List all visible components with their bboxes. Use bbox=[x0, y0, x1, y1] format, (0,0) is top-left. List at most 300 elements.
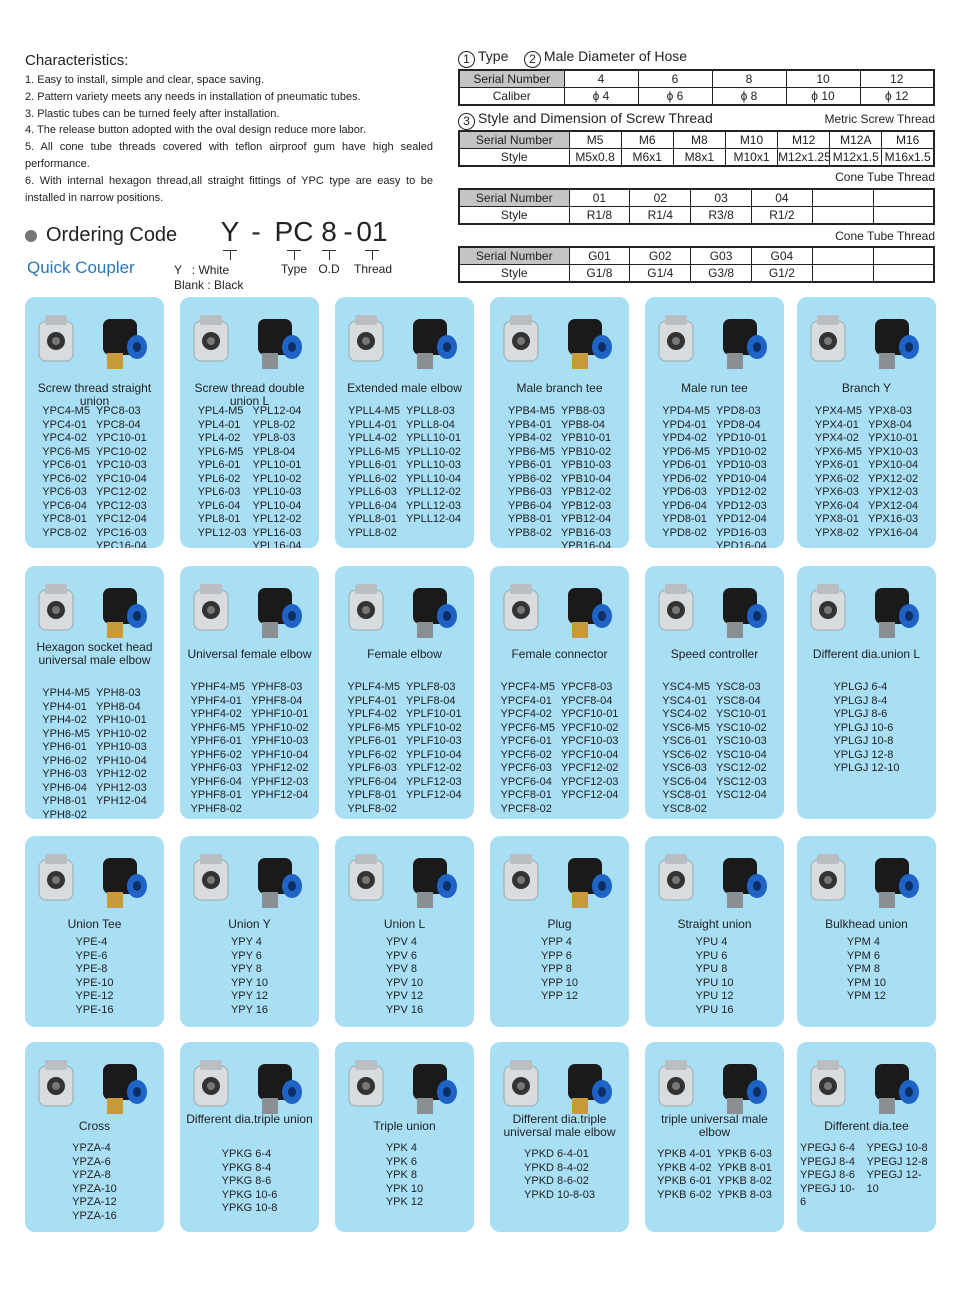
model-code: YPM 8 bbox=[846, 963, 880, 975]
product-card bbox=[797, 297, 936, 548]
fitting-illustration-icon bbox=[803, 576, 930, 644]
model-code: YPZA-16 bbox=[72, 1209, 117, 1222]
product-card bbox=[180, 836, 319, 1027]
model-code: YSC8-01 bbox=[662, 789, 707, 801]
screw-thread-label: Style and Dimension of Screw Thread bbox=[478, 110, 713, 126]
model-code: YPL16-04 bbox=[252, 540, 302, 548]
model-code: YPCF8-04 bbox=[560, 694, 613, 707]
model-code: YPLF8-02 bbox=[347, 802, 397, 815]
model-code: YPL4-01 bbox=[197, 418, 241, 431]
table-cell: ϕ 12 bbox=[860, 88, 934, 106]
model-code: YPL8-02 bbox=[252, 418, 296, 431]
table-cell: G03 bbox=[691, 247, 752, 265]
table-cell: R1/8 bbox=[569, 207, 630, 225]
model-code: YPLL6-01 bbox=[347, 459, 397, 471]
product-title: triple universal male elbow bbox=[661, 1112, 768, 1139]
model-code: YPE-4 bbox=[75, 936, 108, 948]
table-cell: M8 bbox=[673, 131, 725, 149]
product-card bbox=[490, 1042, 629, 1232]
product-card bbox=[180, 297, 319, 548]
model-code: YPLF8-04 bbox=[405, 694, 456, 707]
model-code: YPKB 8-03 bbox=[717, 1188, 772, 1201]
model-code: YPCF12-04 bbox=[560, 789, 619, 801]
model-code: YPCF10-04 bbox=[560, 748, 619, 761]
fitting-illustration-icon bbox=[496, 576, 623, 644]
product-title: Extended male elbow bbox=[347, 381, 462, 395]
model-code: YPLL12-02 bbox=[405, 486, 462, 498]
model-code: YPC10-04 bbox=[95, 472, 147, 485]
model-code: YPB6-M5 bbox=[507, 445, 555, 458]
model-code: YPLF4-M5 bbox=[347, 681, 400, 693]
model-code: YPL16-03 bbox=[252, 526, 302, 539]
fitting-illustration-icon bbox=[496, 1052, 623, 1120]
model-code: YPK 10 bbox=[385, 1182, 424, 1195]
code-label-od: O.D bbox=[318, 262, 340, 276]
model-code: YPB4-02 bbox=[507, 432, 552, 444]
table-cell: G3/8 bbox=[691, 265, 752, 283]
ordering-code-heading bbox=[25, 224, 177, 247]
model-code: YPLF10-04 bbox=[405, 748, 462, 761]
characteristic-item: 2. Pattern variety meets any needs in installation of pneumatic tubes. bbox=[25, 90, 361, 103]
model-code: YPX12-04 bbox=[867, 499, 919, 512]
model-code: YPD8-01 bbox=[662, 513, 707, 525]
model-code: YPCF10-02 bbox=[560, 721, 619, 734]
table-row bbox=[459, 247, 934, 265]
table-cell: M12x1.5 bbox=[830, 149, 882, 167]
model-code: YPX8-04 bbox=[867, 418, 912, 431]
model-code: YPD6-02 bbox=[662, 472, 707, 485]
model-code: YPHF10-04 bbox=[250, 748, 309, 761]
product-title: Union Tee bbox=[67, 917, 122, 931]
model-code: YPX4-02 bbox=[814, 432, 859, 444]
model-code: YPH4-01 bbox=[42, 700, 87, 713]
model-code: YSC12-03 bbox=[715, 775, 767, 788]
model-column bbox=[800, 1142, 860, 1210]
table-cell: Serial Number bbox=[459, 131, 569, 149]
model-code: YPX8-01 bbox=[814, 513, 859, 525]
model-column bbox=[561, 405, 611, 548]
model-code: YPD16-04 bbox=[715, 540, 767, 548]
model-code: YPD12-02 bbox=[715, 486, 767, 498]
model-code: YPY 4 bbox=[230, 936, 262, 948]
model-code: YPC8-03 bbox=[95, 405, 141, 417]
model-code: YPB10-03 bbox=[560, 459, 612, 471]
fitting-illustration-icon bbox=[341, 1052, 468, 1120]
table-cell: 8 bbox=[712, 70, 786, 88]
model-code: YPLF6-01 bbox=[347, 735, 397, 747]
model-code: YPE-16 bbox=[75, 1003, 114, 1016]
table-cell: M12x1.25 bbox=[778, 150, 831, 164]
model-list bbox=[25, 687, 164, 819]
model-column bbox=[815, 405, 862, 540]
model-code: YPHF6-02 bbox=[190, 748, 242, 761]
model-code: YPHF6-03 bbox=[190, 762, 242, 774]
model-code: YPLF12-02 bbox=[405, 762, 462, 774]
model-column bbox=[662, 405, 710, 548]
model-code: YPHF8-04 bbox=[250, 694, 303, 707]
table-cell: G04 bbox=[751, 247, 812, 265]
product-card bbox=[490, 836, 629, 1027]
model-code: YPX6-01 bbox=[814, 459, 859, 471]
model-list bbox=[335, 936, 474, 1017]
product-card bbox=[25, 836, 164, 1027]
model-code: YPL4-02 bbox=[197, 432, 241, 444]
product-title: Speed controller bbox=[670, 647, 759, 661]
model-code: YPD6-M5 bbox=[662, 445, 710, 458]
code-part-type: PC bbox=[274, 216, 314, 248]
model-list bbox=[645, 1148, 784, 1202]
model-code: YPLF12-03 bbox=[405, 775, 462, 788]
product-card bbox=[25, 566, 164, 819]
model-code: YPHF6-01 bbox=[190, 735, 242, 747]
model-code: YPD4-M5 bbox=[662, 405, 710, 417]
model-code: YPB8-03 bbox=[560, 405, 605, 417]
model-code: YPCF4-02 bbox=[500, 708, 552, 720]
model-code: YPLGJ 12-10 bbox=[833, 762, 900, 774]
table-row bbox=[459, 131, 934, 149]
model-code: YPX6-M5 bbox=[814, 445, 862, 458]
model-code: YPC6-01 bbox=[42, 459, 87, 471]
model-code: YPLL8-02 bbox=[347, 526, 397, 539]
model-code: YPV 4 bbox=[385, 936, 418, 948]
model-code: YPL10-01 bbox=[252, 459, 302, 471]
model-code: YPLL4-02 bbox=[347, 432, 397, 444]
table-cell: M12A bbox=[830, 131, 882, 149]
model-code: YPL6-04 bbox=[197, 499, 241, 512]
model-code: YSC8-03 bbox=[715, 681, 761, 693]
model-code: YPHF4-M5 bbox=[190, 681, 245, 693]
model-column bbox=[253, 405, 302, 548]
model-code: YPHF4-02 bbox=[190, 708, 242, 720]
model-code: YPX6-02 bbox=[814, 472, 859, 485]
model-code: YPH10-04 bbox=[95, 754, 147, 767]
model-code: YPC6-04 bbox=[42, 499, 87, 512]
table-cell bbox=[812, 247, 873, 265]
model-code: YPD10-01 bbox=[715, 432, 767, 444]
model-code: YPH4-M5 bbox=[42, 687, 90, 699]
table-row bbox=[459, 265, 934, 283]
model-code: YPL4-M5 bbox=[197, 405, 244, 417]
product-title: Universal female elbow bbox=[187, 647, 312, 661]
model-code: YPCF6-03 bbox=[500, 762, 552, 774]
model-code: YPV 8 bbox=[385, 963, 418, 975]
model-code: YPCF6-02 bbox=[500, 748, 552, 761]
model-code: YPX6-03 bbox=[814, 486, 859, 498]
model-code: YPKB 6-01 bbox=[657, 1175, 712, 1187]
model-code: YPY 12 bbox=[230, 990, 269, 1002]
characteristic-item: 5. All cone tube threads covered with teflon airproof gum have high sealed performance. bbox=[25, 141, 433, 170]
model-column bbox=[847, 936, 886, 1004]
table-cell bbox=[873, 189, 934, 207]
model-code: YPHF8-02 bbox=[190, 802, 242, 815]
bullet-dot-icon bbox=[25, 230, 37, 242]
model-code: YSC10-02 bbox=[715, 721, 767, 734]
model-code: YPM 10 bbox=[846, 976, 887, 989]
model-code: YSC10-03 bbox=[715, 735, 767, 747]
product-title: Different dia.triple union bbox=[186, 1112, 313, 1126]
product-title: Bulkhead union bbox=[825, 917, 908, 931]
fitting-illustration-icon bbox=[341, 576, 468, 644]
code-part-od: 8 bbox=[318, 216, 340, 248]
product-card bbox=[490, 297, 629, 548]
product-title: Screw thread double union L bbox=[194, 381, 305, 408]
model-code: YPCF8-03 bbox=[560, 681, 613, 693]
model-code: YPD4-02 bbox=[662, 432, 707, 444]
model-code: YPX10-04 bbox=[867, 459, 919, 471]
model-code: YPD16-03 bbox=[715, 526, 767, 539]
model-code: YPLF4-01 bbox=[347, 694, 397, 707]
model-code: YPM 12 bbox=[846, 990, 887, 1002]
model-code: YPM 4 bbox=[846, 936, 880, 948]
model-code: YPV 6 bbox=[385, 949, 418, 962]
code-part-y: Y bbox=[218, 216, 242, 248]
model-code: YPCF12-03 bbox=[560, 775, 619, 788]
type-diameter-heading bbox=[458, 48, 687, 68]
model-code: YPU 16 bbox=[695, 1003, 734, 1016]
model-code: YPX10-01 bbox=[867, 432, 919, 444]
product-title: Hexagon socket head universal male elbow bbox=[36, 640, 153, 667]
model-code: YPB10-02 bbox=[560, 445, 612, 458]
table-cell bbox=[812, 189, 873, 207]
code-dash: - bbox=[251, 216, 261, 247]
model-code: YPLGJ 8-6 bbox=[833, 708, 888, 720]
color-legend bbox=[174, 263, 243, 293]
model-column bbox=[866, 1142, 933, 1210]
model-code: YPV 10 bbox=[385, 976, 424, 989]
model-code: YSC8-02 bbox=[662, 802, 707, 815]
model-code: YPB10-04 bbox=[560, 472, 612, 485]
model-code: YPKB 8-02 bbox=[717, 1175, 772, 1187]
model-code: YPY 8 bbox=[230, 963, 262, 975]
quick-coupler-title: Quick Coupler bbox=[27, 258, 135, 277]
model-column bbox=[386, 1142, 423, 1210]
model-code: YPCF8-02 bbox=[500, 802, 552, 815]
fitting-illustration-icon bbox=[803, 846, 930, 914]
model-code: YPC6-02 bbox=[42, 472, 87, 485]
table-cell: R3/8 bbox=[691, 207, 752, 225]
model-code: YPHF10-03 bbox=[250, 735, 309, 747]
model-code: YPLL6-03 bbox=[347, 486, 397, 498]
model-code: YPB6-02 bbox=[507, 472, 552, 485]
model-code: YPLL4-01 bbox=[347, 418, 397, 431]
model-code: YPLF12-04 bbox=[405, 789, 462, 801]
model-code: YPB8-01 bbox=[507, 513, 552, 525]
model-code: YPC4-01 bbox=[42, 418, 87, 431]
table-cell: Serial Number bbox=[459, 189, 569, 207]
fitting-illustration-icon bbox=[341, 307, 468, 375]
table-row bbox=[459, 149, 934, 167]
model-code: YPM 6 bbox=[846, 949, 880, 962]
model-code: YPL12-02 bbox=[252, 513, 302, 525]
model-code: YPL12-04 bbox=[252, 405, 302, 417]
model-code: YPL8-04 bbox=[252, 445, 296, 458]
model-code: YPLF8-03 bbox=[405, 681, 456, 693]
model-code: YPX6-04 bbox=[814, 499, 859, 512]
model-code: YPC8-01 bbox=[42, 513, 87, 525]
caliber-table bbox=[458, 69, 935, 106]
table-cell: 10 bbox=[786, 70, 860, 88]
model-list bbox=[797, 936, 936, 1004]
table-cell: 12 bbox=[860, 70, 934, 88]
table-cell: M12 bbox=[778, 131, 830, 149]
product-title: Union Y bbox=[228, 917, 271, 931]
table-cell: 03 bbox=[691, 189, 752, 207]
table-cell: Style bbox=[459, 149, 569, 167]
model-code: YPKD 6-4-01 bbox=[524, 1148, 589, 1160]
product-card bbox=[25, 1042, 164, 1232]
model-list bbox=[25, 405, 164, 548]
model-code: YPLGJ 10-6 bbox=[833, 721, 894, 734]
model-code: YPD8-04 bbox=[715, 418, 761, 431]
number-circle: 1 bbox=[458, 51, 475, 68]
table-cell: ϕ 10 bbox=[786, 88, 860, 106]
model-code: YPU 6 bbox=[695, 949, 728, 962]
model-code: YPH4-02 bbox=[42, 714, 87, 726]
model-code: YPH10-01 bbox=[95, 714, 147, 726]
model-code: YPEGJ 8-6 bbox=[800, 1169, 856, 1181]
model-code: YPK 8 bbox=[385, 1169, 418, 1181]
model-column bbox=[222, 1148, 278, 1216]
fitting-illustration-icon bbox=[31, 1052, 158, 1120]
ordering-code-title: Ordering Code bbox=[46, 224, 178, 246]
table-cell: ϕ 4 bbox=[564, 88, 638, 106]
table-cell: Style bbox=[459, 265, 569, 283]
table-cell bbox=[812, 207, 873, 225]
model-code: YPL10-04 bbox=[252, 499, 302, 512]
model-list bbox=[490, 405, 629, 548]
model-list bbox=[180, 405, 319, 548]
table-cell: ϕ 6 bbox=[638, 88, 712, 106]
model-code: YPZA-12 bbox=[72, 1196, 117, 1208]
product-title: Cross bbox=[78, 1119, 111, 1133]
fitting-illustration-icon bbox=[186, 307, 313, 375]
color-white-line: Y : White bbox=[174, 263, 230, 277]
model-list bbox=[797, 1142, 936, 1210]
model-code: YPLGJ 6-4 bbox=[833, 681, 888, 693]
model-column bbox=[96, 405, 147, 548]
model-column bbox=[42, 687, 90, 819]
model-list bbox=[490, 681, 629, 816]
table-cell: 04 bbox=[751, 189, 812, 207]
table-cell: G01 bbox=[569, 247, 630, 265]
model-code: YPX4-M5 bbox=[814, 405, 862, 417]
model-code: YPLL4-M5 bbox=[347, 405, 400, 417]
model-list bbox=[797, 405, 936, 540]
model-code: YPC10-03 bbox=[95, 459, 147, 471]
model-code: YPC8-04 bbox=[95, 418, 141, 431]
model-column bbox=[231, 936, 268, 1017]
model-column bbox=[501, 681, 555, 816]
model-code: YPKB 6-03 bbox=[717, 1148, 772, 1160]
model-code: YPLF8-01 bbox=[347, 789, 397, 801]
model-code: YPK 12 bbox=[385, 1196, 424, 1208]
model-code: YPH8-04 bbox=[95, 700, 141, 713]
characteristic-item: 1. Easy to install, simple and clear, space saving. bbox=[25, 74, 265, 86]
fitting-illustration-icon bbox=[496, 846, 623, 914]
diameter-label: Male Diameter of Hose bbox=[543, 48, 688, 64]
model-code: YPD6-04 bbox=[662, 499, 707, 512]
model-list bbox=[335, 681, 474, 816]
model-code: YPKG 10-8 bbox=[221, 1202, 278, 1214]
model-code: YPD8-02 bbox=[662, 526, 707, 539]
model-code: YPP 12 bbox=[540, 990, 579, 1002]
model-code: YPKB 4-01 bbox=[657, 1148, 712, 1160]
model-code: YPLL10-03 bbox=[405, 459, 462, 471]
model-code: YPB10-01 bbox=[560, 432, 612, 444]
model-code: YPC16-04 bbox=[95, 540, 147, 548]
model-code: YPP 6 bbox=[540, 949, 572, 962]
model-column bbox=[716, 405, 767, 548]
model-code: YPKG 10-6 bbox=[221, 1188, 278, 1201]
model-code: YPC12-02 bbox=[95, 486, 147, 498]
table-row bbox=[459, 207, 934, 225]
model-code: YPH10-02 bbox=[95, 727, 147, 740]
model-code: YPL8-03 bbox=[252, 432, 296, 444]
model-code: YPEGJ 10-6 bbox=[800, 1182, 856, 1208]
model-code: YPCF10-01 bbox=[560, 708, 619, 720]
model-code: YPE-10 bbox=[75, 976, 114, 989]
model-list bbox=[25, 936, 164, 1017]
model-code: YPX10-03 bbox=[867, 445, 919, 458]
model-code: YPCF8-01 bbox=[500, 789, 552, 801]
model-code: YPH12-04 bbox=[95, 795, 147, 807]
fitting-illustration-icon bbox=[186, 846, 313, 914]
table-cell: 02 bbox=[630, 189, 691, 207]
model-code: YPKD 10-8-03 bbox=[524, 1188, 595, 1201]
model-code: YPCF6-01 bbox=[500, 735, 552, 747]
code-label-type: Type bbox=[280, 262, 307, 276]
model-code: YPKD 8-6-02 bbox=[524, 1175, 589, 1187]
model-list bbox=[180, 936, 319, 1017]
color-black-line: Blank : Black bbox=[174, 278, 244, 292]
model-code: YPB16-03 bbox=[560, 526, 612, 539]
fitting-illustration-icon bbox=[31, 307, 158, 375]
product-title: Male run tee bbox=[681, 381, 748, 395]
model-code: YPB4-M5 bbox=[507, 405, 555, 417]
fitting-illustration-icon bbox=[186, 1052, 313, 1120]
product-title: Different dia.triple universal male elbow bbox=[503, 1112, 616, 1139]
model-code: YPH8-03 bbox=[95, 687, 141, 699]
table-cell: G1/2 bbox=[751, 265, 812, 283]
model-code: YPCF10-03 bbox=[560, 735, 619, 747]
model-code: YPY 16 bbox=[230, 1003, 269, 1016]
model-code: YPD6-01 bbox=[662, 459, 707, 471]
number-circle: 2 bbox=[524, 51, 541, 68]
table-cell: R1/4 bbox=[630, 207, 691, 225]
fitting-illustration-icon bbox=[803, 1052, 930, 1120]
table-cell: Caliber bbox=[459, 88, 564, 106]
model-code: YPZA-6 bbox=[72, 1155, 111, 1168]
product-card bbox=[180, 1042, 319, 1232]
model-code: YPLF6-02 bbox=[347, 748, 397, 761]
model-code: YPLL10-04 bbox=[405, 472, 462, 485]
model-code: YPX16-03 bbox=[867, 513, 919, 525]
model-code: YPL12-03 bbox=[197, 526, 247, 539]
model-code: YPLL6-M5 bbox=[347, 445, 400, 458]
model-code: YPU 8 bbox=[695, 963, 728, 975]
model-code: YPU 10 bbox=[695, 976, 734, 989]
model-code: YPL8-01 bbox=[197, 513, 241, 525]
characteristics-list bbox=[25, 72, 433, 206]
model-code: YPD12-04 bbox=[715, 513, 767, 525]
model-code: YPHF12-03 bbox=[250, 775, 309, 788]
model-code: YPC10-02 bbox=[95, 445, 147, 458]
model-column bbox=[508, 405, 555, 548]
table-cell: 01 bbox=[569, 189, 630, 207]
table-cell: M16 bbox=[882, 131, 934, 149]
model-code: YPC4-M5 bbox=[42, 405, 90, 417]
model-code: YPLL10-01 bbox=[405, 432, 462, 444]
